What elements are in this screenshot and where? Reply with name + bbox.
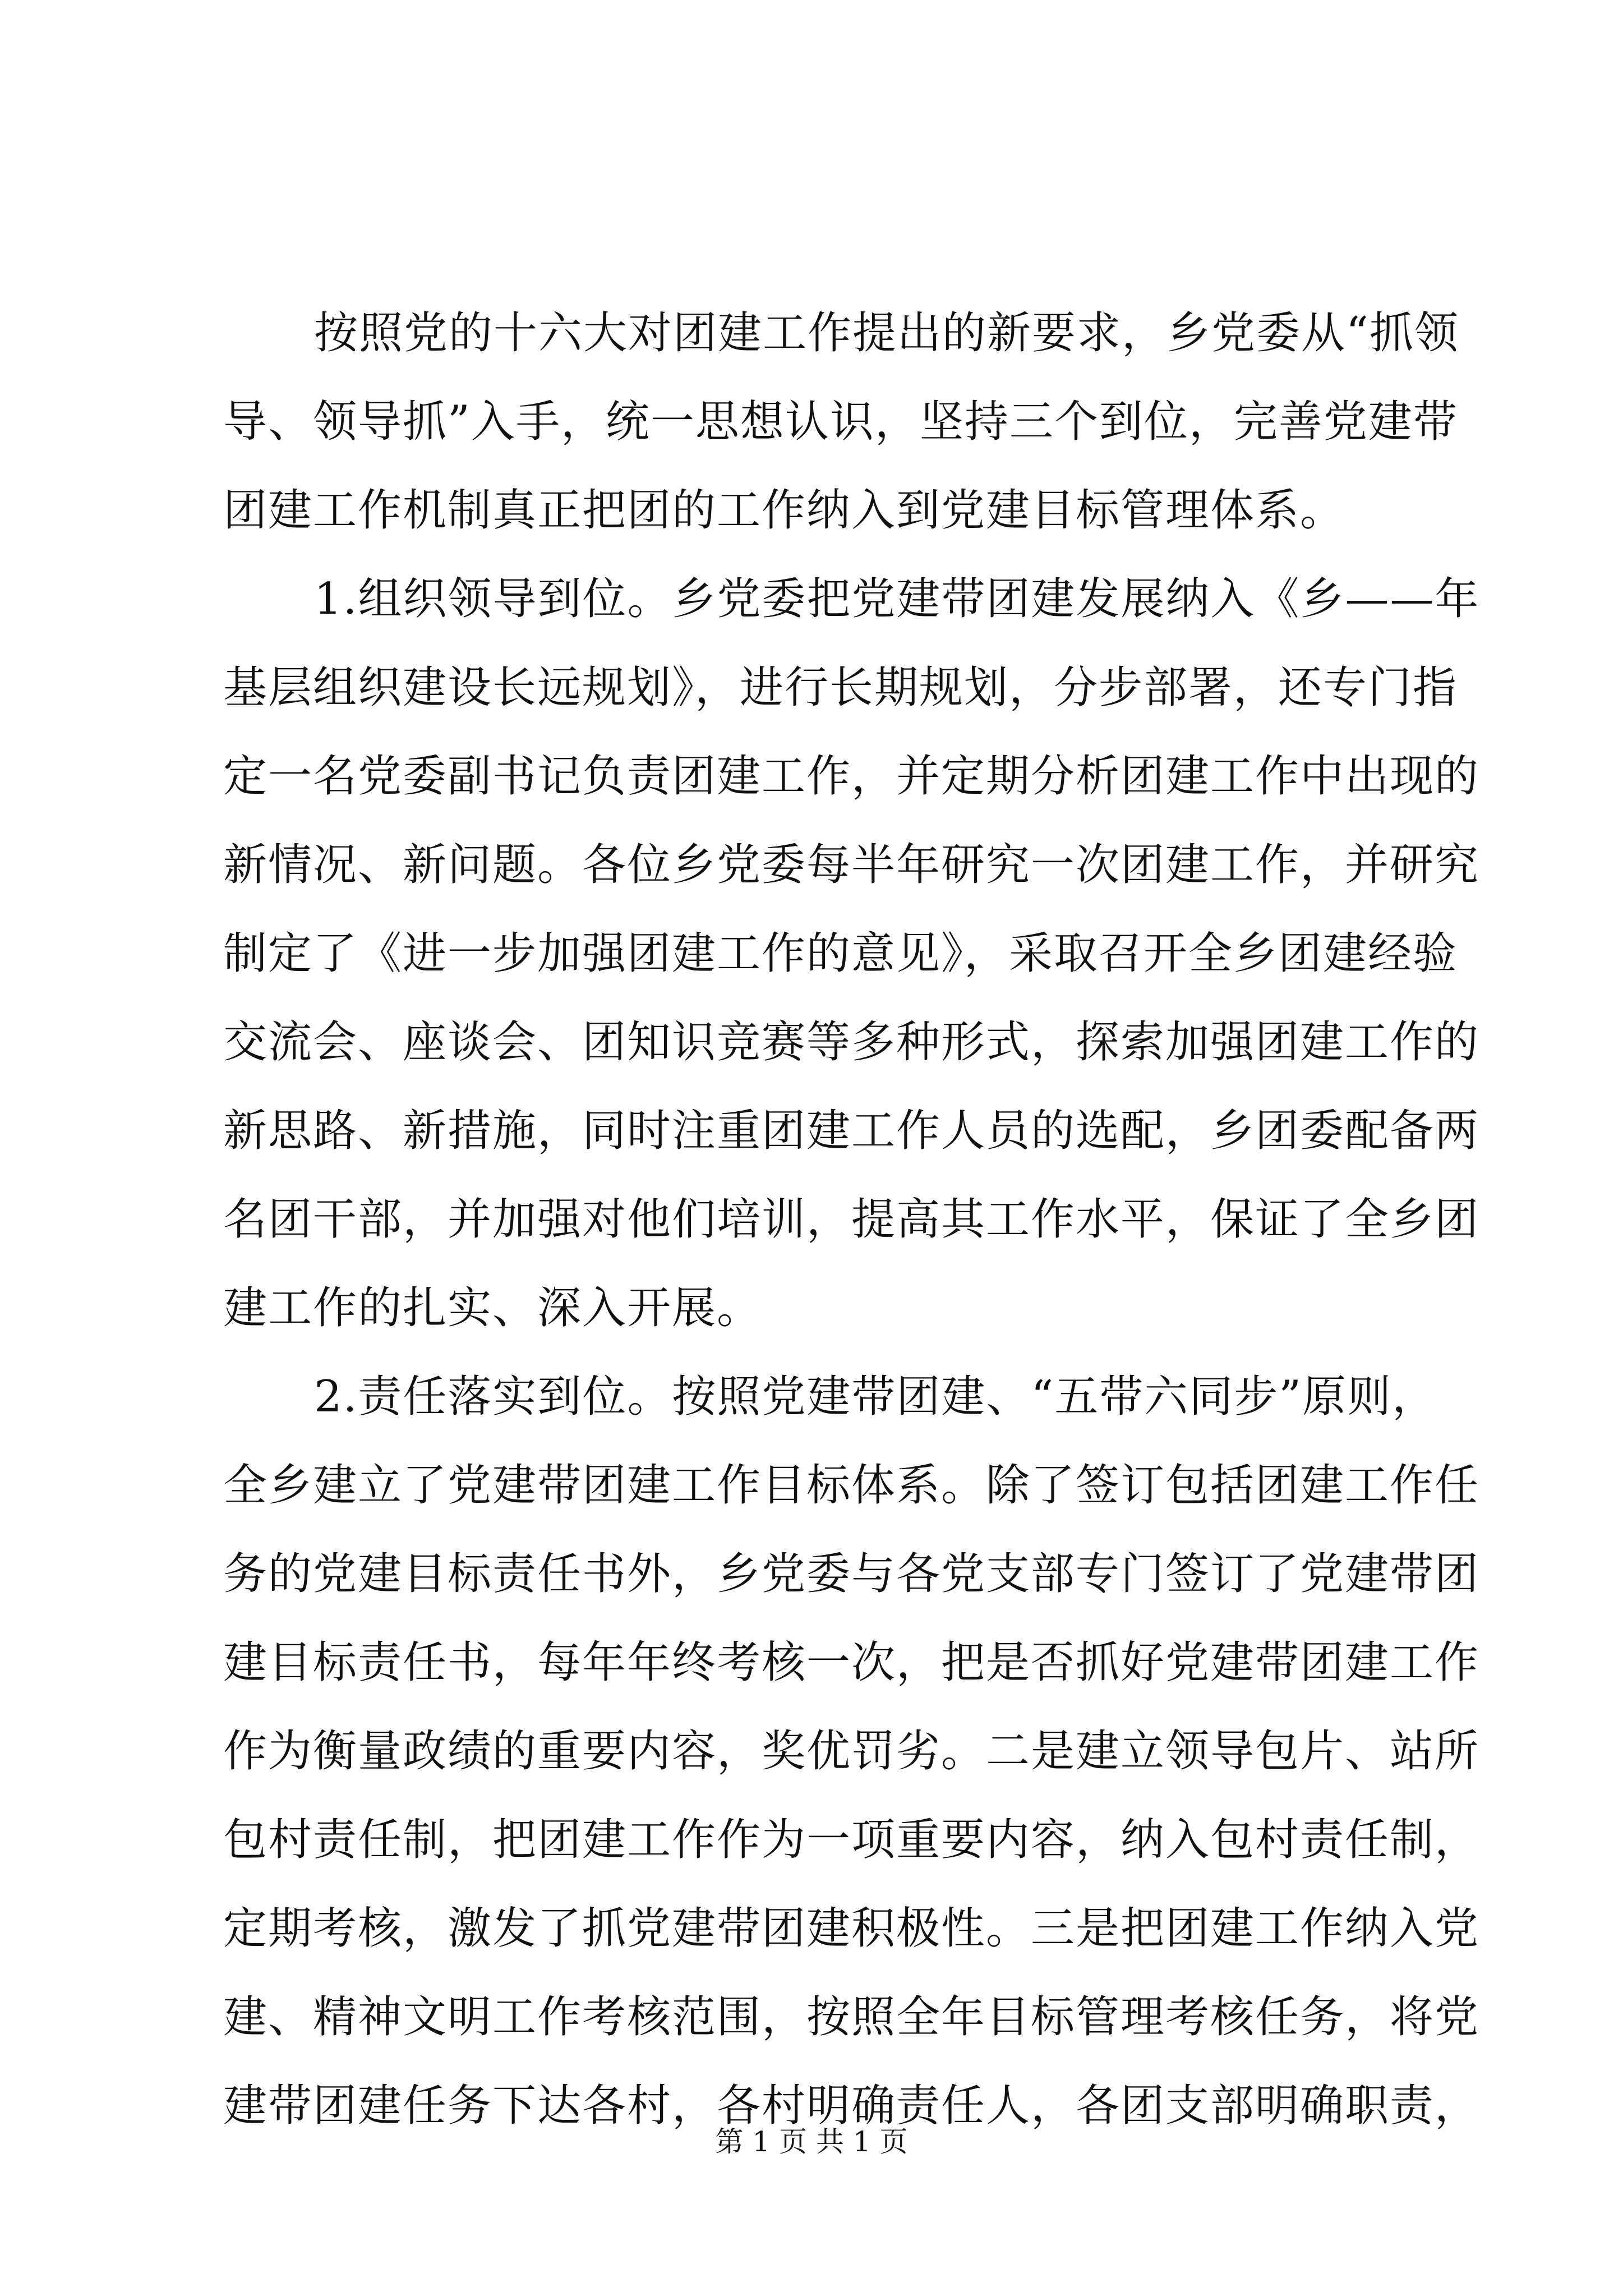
- paragraph-1-line-3: 团建工作机制真正把团的工作纳入到党建目标管理体系。: [223, 485, 1345, 536]
- paragraph-3-line-8: 建、精神文明工作考核范围，按照全年目标管理考核任务，将党: [223, 1992, 1480, 2042]
- paragraph-2-line-2: 基层组织建设长远规划》，进行长期规划，分步部署，还专门指: [223, 662, 1458, 713]
- page-number-footer: 第 1 页 共 1 页: [715, 2125, 908, 2158]
- paragraph-2-line-7: 新思路、新措施，同时注重团建工作人员的选配，乡团委配备两: [223, 1106, 1480, 1156]
- paragraph-3-line-2: 全乡建立了党建带团建工作目标体系。除了签订包括团建工作任: [223, 1460, 1480, 1511]
- paragraph-3-line-5: 作为衡量政绩的重要内容，奖优罚劣。二是建立领导包片、站所: [223, 1726, 1480, 1777]
- paragraph-3-line-9: 建带团建任务下达各村，各村明确责任人，各团支部明确职责，: [223, 2081, 1480, 2131]
- paragraph-2-line-5: 制定了《进一步加强团建工作的意见》，采取召开全乡团建经验: [223, 928, 1458, 979]
- paragraph-2-line-6: 交流会、座谈会、团知识竞赛等多种形式，探索加强团建工作的: [223, 1017, 1480, 1068]
- paragraph-3-line-1: 2.责任落实到位。按照党建带团建、“五带六同步”原则，: [314, 1372, 1437, 1422]
- paragraph-3-line-4: 建目标责任书，每年年终考核一次，把是否抓好党建带团建工作: [223, 1637, 1480, 1688]
- paragraph-2-line-3: 定一名党委副书记负责团建工作，并定期分析团建工作中出现的: [223, 751, 1480, 802]
- paragraph-3-line-7: 定期考核，激发了抓党建带团建积极性。三是把团建工作纳入党: [223, 1903, 1480, 1954]
- paragraph-2-line-4: 新情况、新问题。各位乡党委每半年研究一次团建工作，并研究: [223, 840, 1480, 890]
- paragraph-3-line-6: 包村责任制，把团建工作作为一项重要内容，纳入包村责任制，: [223, 1815, 1480, 1865]
- document-body: [223, 289, 1480, 2150]
- paragraph-2-line-8: 名团干部，并加强对他们培训，提高其工作水平，保证了全乡团: [223, 1194, 1480, 1245]
- paragraph-2-line-9: 建工作的扎实、深入开展。: [223, 1283, 762, 1333]
- paragraph-2-line-1: 1.组织领导到位。乡党委把党建带团建发展纳入《乡——年: [314, 574, 1480, 624]
- paragraph-1-line-2: 导、领导抓”入手，统一思想认识，坚持三个到位，完善党建带: [223, 397, 1458, 447]
- paragraph-3-line-3: 务的党建目标责任书外，乡党委与各党支部专门签订了党建带团: [223, 1549, 1480, 1599]
- paragraph-1-line-1: 按照党的十六大对团建工作提出的新要求，乡党委从“抓领: [314, 308, 1459, 358]
